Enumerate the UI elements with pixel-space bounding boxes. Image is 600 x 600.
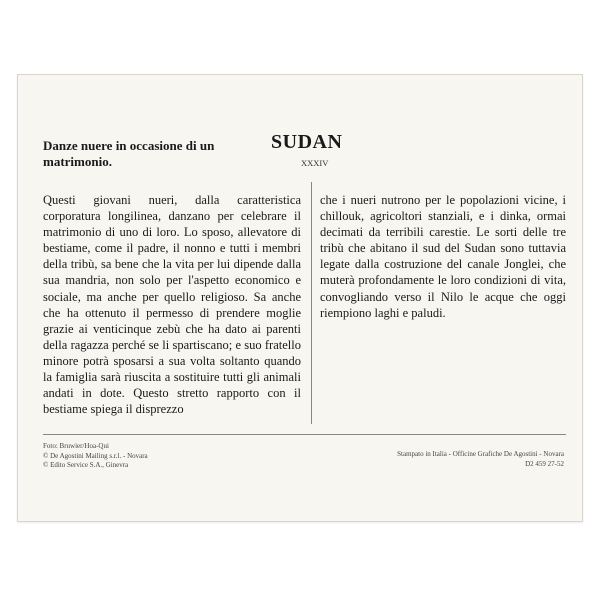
body-text-right-column: che i nueri nutrono per le popolazioni vicine, i chillouk, agricoltori stanziali, e i dinka, ormai decimati da terribili carestie. Le sorti delle tre tribù che abitano il sud del Sudan sono tuttavia legate dalla costruzione del canale Jonglei, che muterà profondamente le loro condizioni di vita, convogliando verso il Nilo le acque che oggi riempiono laghi e paludi.	[320, 193, 566, 320]
postcard-back	[17, 74, 583, 522]
column-divider	[311, 182, 312, 424]
product-code: D2 459 27-52	[525, 459, 564, 468]
copyright-line: © Edito Service S.A., Ginevra	[43, 461, 129, 469]
photo-credit: Foto: Bruwier/Hoa-Qui	[43, 442, 109, 450]
credits-block	[43, 442, 148, 471]
footer-divider	[43, 434, 566, 435]
copyright-line: © De Agostini Mailing s.r.l. - Novara	[43, 451, 148, 460]
card-number: XXXIV	[301, 158, 329, 168]
body-text-left-column: Questi giovani nueri, dalla caratteristica corporatura longilinea, danzano per celebrare il matrimonio di uno di loro. Lo sposo, allevatore di bestiame, come il padre, il nonno e tutti i membri della tribù, sa bene che la vita per lui dipende dalla sua mandria, non solo per l'aspetto economico e sociale, ma anche per quello religioso. Sa anche che ha ottenuto il permesso di prendere moglie grazie ai venticinque zebù che ha dato ai parenti della ragazza perché se li spartiscano; e suo fratello minore potrà sposarsi a sua volta soltanto quando la famiglia sarà riuscita a sostituire tutti gli animali andati in dote. Questo stretto rapporto con il bestiame spiega il disprezzo	[43, 193, 301, 417]
printer-block	[397, 450, 564, 469]
printer-line: Stampato in Italia - Officine Grafiche De Agostini - Novara	[397, 450, 564, 458]
country-title: SUDAN	[271, 131, 343, 153]
photo-caption: Danze nuere in occasione di un matrimonio.	[43, 138, 215, 169]
